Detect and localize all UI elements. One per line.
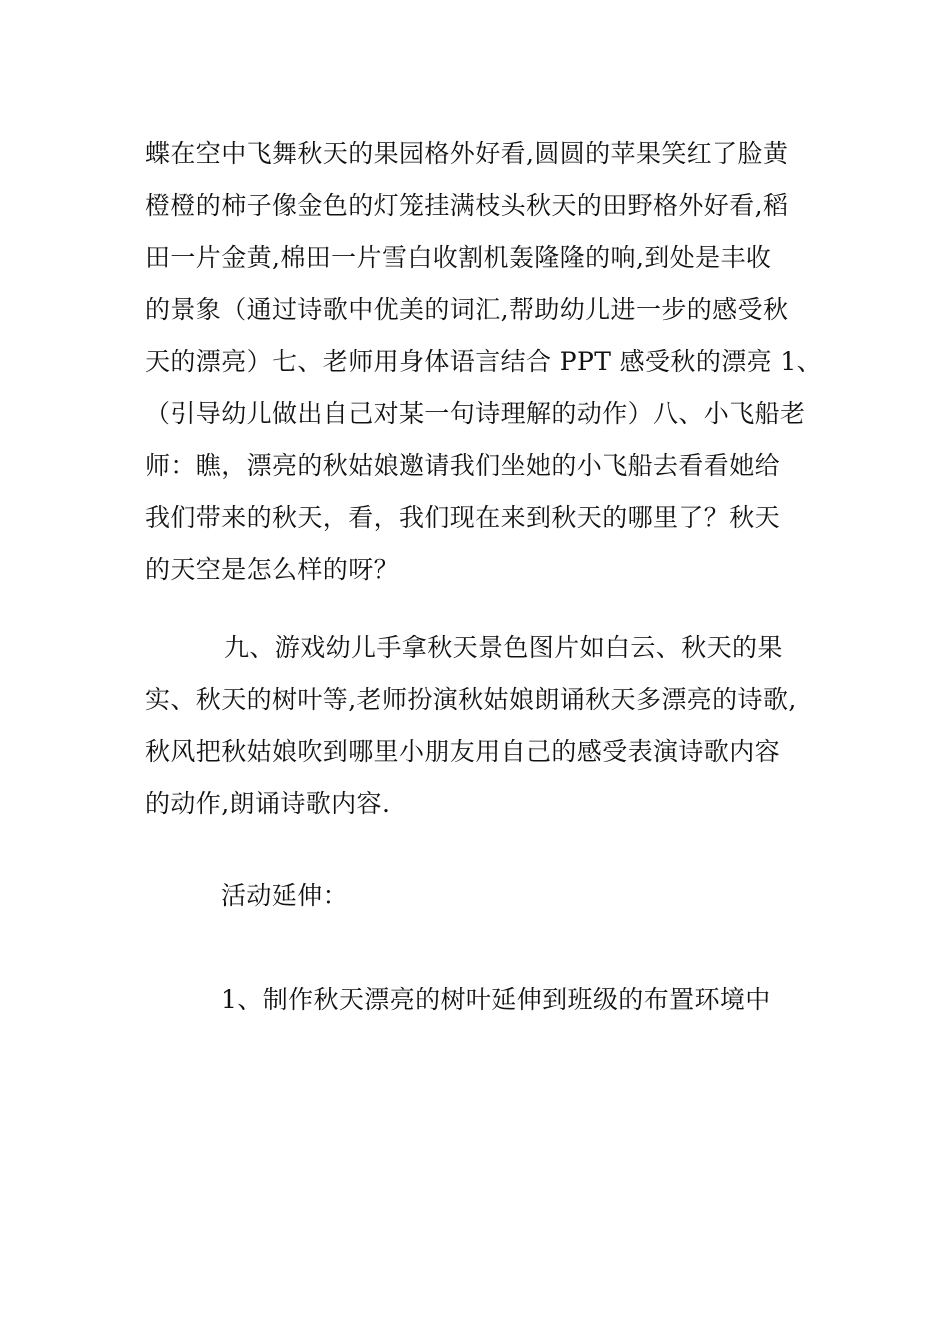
paragraph-game-step [145,622,811,830]
text-line: 师：瞧，漂亮的秋姑娘邀请我们坐她的小飞船去看看她给 [145,451,781,480]
text-line: 的天空是怎么样的呀？ [145,555,400,584]
text-line: 橙橙的柿子像金色的灯笼挂满枝头秋天的田野格外好看,稻 [145,191,789,220]
text-line: 九、游戏幼儿手拿秋天景色图片如白云、秋天的果 [224,633,783,662]
text-line: 我们带来的秋天，看，我们现在来到秋天的哪里了？秋天 [145,503,781,532]
text-line: 天的漂亮）七、老师用身体语言结合 PPT 感受秋的漂亮 1、 [145,347,823,376]
text-line: 蝶在空中飞舞秋天的果园格外好看,圆圆的苹果笑红了脸黄 [145,139,789,168]
text-line: 田一片金黄,棉田一片雪白收割机轰隆隆的响,到处是丰收 [145,243,772,272]
list-item-extension-1 [145,974,887,1026]
paragraph-activity-steps [145,128,823,596]
section-heading-activity-extension [145,870,887,922]
heading-text: 活动延伸： [221,881,349,910]
text-line: 秋风把秋姑娘吹到哪里小朋友用自己的感受表演诗歌内容 [145,737,781,766]
text-line: 的动作,朗诵诗歌内容. [145,789,391,818]
text-line: （引导幼儿做出自己对某一句诗理解的动作）八、小飞船老 [145,399,806,428]
text-line: 的景象（通过诗歌中优美的词汇,帮助幼儿进一步的感受秋 [145,295,789,324]
text-line: 1、制作秋天漂亮的树叶延伸到班级的布置环境中 [221,985,771,1014]
text-line: 实、秋天的树叶等,老师扮演秋姑娘朗诵秋天多漂亮的诗歌, [145,685,797,714]
